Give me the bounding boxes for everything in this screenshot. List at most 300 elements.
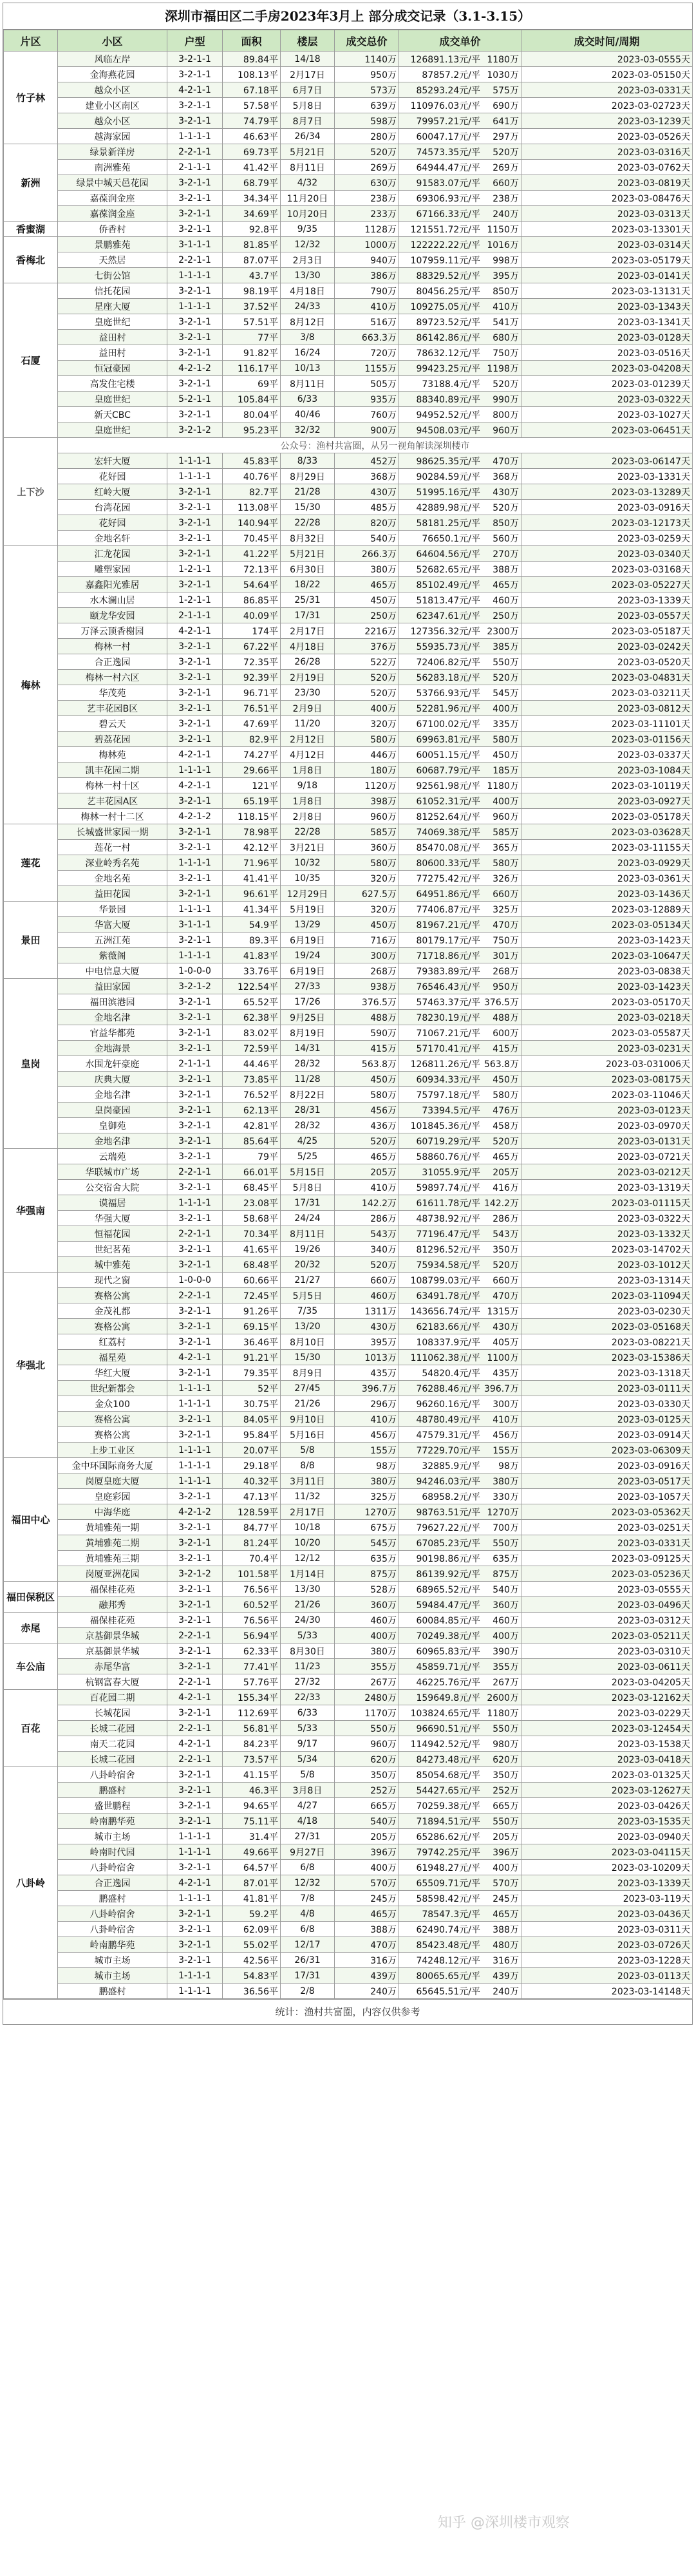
area-cell: 101.58平	[223, 1566, 281, 1582]
community-cell: 黄埔雅苑一期	[58, 1520, 167, 1535]
layout-cell: 2-1-1-1	[167, 160, 223, 175]
floor-cell: 6/8	[281, 1860, 335, 1875]
floor-cell: 4/25	[281, 1133, 335, 1149]
table-row	[4, 1334, 693, 1350]
listing-price-value: 665万	[492, 1801, 519, 1812]
floor-cell: 18/22	[281, 577, 335, 592]
layout-cell: 3-2-1-1	[167, 1010, 223, 1025]
community-cell: 华强大厦	[58, 1211, 167, 1226]
community-cell: 艺丰花园B区	[58, 701, 167, 716]
table-row	[4, 1180, 693, 1195]
listing-price-value: 1180万	[487, 781, 519, 791]
layout-cell: 1-1-1-1	[167, 268, 223, 283]
listing-price-value: 680万	[492, 332, 519, 343]
area-cell: 36.56平	[223, 1984, 281, 1999]
listing-price-value: 456万	[492, 1430, 519, 1441]
layout-cell: 1-1-1-1	[167, 1844, 223, 1860]
unit-price-cell	[399, 1288, 521, 1303]
total-price-cell: 98万	[335, 1458, 399, 1473]
area-cell: 92.8平	[223, 222, 281, 237]
community-cell: 京基御景华城	[58, 1628, 167, 1643]
area-cell: 69.15平	[223, 1319, 281, 1334]
listing-price-value: 400万	[492, 796, 519, 807]
unit-price-cell	[399, 701, 521, 716]
unit-price-cell	[399, 1875, 521, 1891]
area-cell: 112.69平	[223, 1705, 281, 1721]
unit-price-value: 79957.21元/平	[416, 116, 480, 127]
area-cell: 68.48平	[223, 1257, 281, 1273]
unit-price-value: 89723.52元/平	[416, 317, 480, 328]
listing-time-cell: 2023-03-01325天	[521, 1767, 693, 1783]
listing-price-value: 415万	[492, 1043, 519, 1054]
layout-cell: 1-2-1-1	[167, 562, 223, 577]
floor-cell: 4/27	[281, 1798, 335, 1814]
area-cell: 40.32平	[223, 1473, 281, 1489]
listing-price-value: 297万	[492, 131, 519, 142]
layout-cell: 5-2-1-1	[167, 392, 223, 407]
layout-cell: 2-2-1-1	[167, 1752, 223, 1767]
total-price-cell: 938万	[335, 979, 399, 994]
total-price-cell: 252万	[335, 1783, 399, 1798]
community-cell: 高发住宅楼	[58, 376, 167, 392]
layout-cell: 3-2-1-1	[167, 191, 223, 206]
listing-time-cell: 2023-03-1341天	[521, 314, 693, 330]
floor-cell: 9月10日	[281, 1412, 335, 1427]
unit-price-cell	[399, 824, 521, 840]
table-row	[4, 871, 693, 886]
total-price-cell: 573万	[335, 82, 399, 98]
total-price-cell: 488万	[335, 1010, 399, 1025]
listing-time-cell: 2023-03-10647天	[521, 948, 693, 963]
floor-cell: 11/32	[281, 1489, 335, 1504]
transaction-sheet	[3, 3, 693, 2025]
table-row	[4, 1659, 693, 1674]
unit-price-cell	[399, 747, 521, 762]
table-row	[4, 840, 693, 855]
unit-price-cell	[399, 639, 521, 654]
community-cell: 梅林一村十二区	[58, 809, 167, 824]
unit-price-cell	[399, 469, 521, 484]
table-row	[4, 1937, 693, 1953]
layout-cell: 3-2-1-1	[167, 330, 223, 345]
table-row	[4, 376, 693, 392]
layout-cell: 3-2-1-1	[167, 1365, 223, 1381]
community-cell: 梅林一村十区	[58, 778, 167, 793]
floor-cell: 13/20	[281, 1319, 335, 1334]
unit-price-cell	[399, 654, 521, 670]
community-cell: 金地名轩	[58, 531, 167, 546]
listing-time-cell: 2023-03-01156天	[521, 732, 693, 747]
listing-price-value: 580万	[492, 858, 519, 869]
listing-time-cell: 2023-03-0316天	[521, 144, 693, 160]
listing-time-cell: 2023-03-12627天	[521, 1783, 693, 1798]
unit-price-value: 91583.07元/平	[416, 178, 480, 189]
community-cell: 华富大厦	[58, 917, 167, 933]
area-cell: 57.76平	[223, 1674, 281, 1690]
unit-price-value: 88340.89元/平	[416, 394, 480, 405]
layout-cell: 2-2-1-1	[167, 1721, 223, 1736]
listing-price-value: 330万	[492, 1492, 519, 1502]
floor-cell: 3月21日	[281, 840, 335, 855]
unit-price-value: 58598.42元/平	[416, 1893, 480, 1904]
floor-cell: 5/33	[281, 1628, 335, 1643]
table-row	[4, 1705, 693, 1721]
area-cell: 83.02平	[223, 1025, 281, 1041]
table-row	[4, 979, 693, 994]
unit-price-value: 58181.25元/平	[416, 518, 480, 529]
table-row	[4, 1025, 693, 1041]
community-cell: 皇庭世纪	[58, 422, 167, 438]
table-row	[4, 886, 693, 902]
total-price-cell: 570万	[335, 1875, 399, 1891]
floor-cell: 8月11日	[281, 160, 335, 175]
listing-time-cell: 2023-03-0526天	[521, 129, 693, 144]
area-cell: 57.58平	[223, 98, 281, 113]
district-cell: 华强南	[4, 1149, 58, 1273]
listing-time-cell: 2023-03-0517天	[521, 1473, 693, 1489]
floor-cell: 6月30日	[281, 562, 335, 577]
table-row	[4, 701, 693, 716]
unit-price-cell	[399, 855, 521, 871]
total-price-cell: 205万	[335, 1164, 399, 1180]
layout-cell: 3-2-1-1	[167, 1211, 223, 1226]
transaction-table	[3, 30, 693, 1999]
community-cell: 皇庭世纪	[58, 392, 167, 407]
watermark: 知乎 @深圳楼市观察	[438, 2515, 570, 2531]
layout-cell: 3-2-1-1	[167, 283, 223, 299]
community-cell: 红岭大厦	[58, 484, 167, 500]
area-cell: 89.84平	[223, 52, 281, 67]
unit-price-cell	[399, 515, 521, 531]
total-price-cell: 400万	[335, 1628, 399, 1643]
area-cell: 95.84平	[223, 1427, 281, 1443]
area-cell: 41.83平	[223, 948, 281, 963]
unit-price-value: 45859.71元/平	[416, 1662, 480, 1672]
unit-price-cell	[399, 1721, 521, 1736]
table-row	[4, 1535, 693, 1551]
layout-cell: 1-1-1-1	[167, 469, 223, 484]
unit-price-cell	[399, 809, 521, 824]
area-cell: 52平	[223, 1381, 281, 1396]
total-price-cell: 376.5万	[335, 994, 399, 1010]
layout-cell: 3-2-1-1	[167, 1319, 223, 1334]
area-cell: 54.9平	[223, 917, 281, 933]
unit-price-cell	[399, 1613, 521, 1628]
listing-price-value: 325万	[492, 904, 519, 915]
table-row	[4, 191, 693, 206]
community-cell: 建业小区南区	[58, 98, 167, 113]
unit-price-cell	[399, 222, 521, 237]
table-body	[4, 52, 693, 1999]
community-cell: 金地海景	[58, 1041, 167, 1056]
community-cell: 鹏盛村	[58, 1984, 167, 1999]
floor-cell: 6月7日	[281, 82, 335, 98]
unit-price-value: 71894.51元/平	[416, 1816, 480, 1827]
area-cell: 82.9平	[223, 732, 281, 747]
listing-price-value: 458万	[492, 1121, 519, 1132]
community-cell: 福田滨港园	[58, 994, 167, 1010]
listing-price-value: 520万	[492, 502, 519, 513]
area-cell: 86.85平	[223, 592, 281, 608]
listing-price-value: 388万	[492, 1924, 519, 1935]
community-cell: 合正逸园	[58, 654, 167, 670]
table-row	[4, 1643, 693, 1659]
total-price-cell: 585万	[335, 824, 399, 840]
area-cell: 72.13平	[223, 562, 281, 577]
listing-price-value: 350万	[492, 1244, 519, 1255]
layout-cell: 3-2-1-1	[167, 886, 223, 902]
total-price-cell: 439万	[335, 1968, 399, 1984]
layout-cell: 4-2-1-1	[167, 778, 223, 793]
listing-price-value: 960万	[492, 811, 519, 822]
unit-price-value: 126811.26元/平	[410, 1059, 480, 1070]
unit-price-value: 98763.51元/平	[416, 1507, 480, 1518]
listing-time-cell: 2023-03-0313天	[521, 206, 693, 222]
total-price-cell: 520万	[335, 670, 399, 685]
listing-price-value: 520万	[492, 147, 519, 158]
area-cell: 113.08平	[223, 500, 281, 515]
unit-price-cell	[399, 1643, 521, 1659]
total-price-cell: 325万	[335, 1489, 399, 1504]
unit-price-value: 70259.38元/平	[416, 1801, 480, 1812]
layout-cell: 3-2-1-1	[167, 546, 223, 562]
community-cell: 庆典大厦	[58, 1072, 167, 1087]
listing-price-value: 400万	[492, 703, 519, 714]
listing-price-value: 1030万	[487, 70, 519, 80]
total-price-cell: 396.7万	[335, 1381, 399, 1396]
table-row	[4, 1103, 693, 1118]
col-layout-header: 户型	[167, 30, 223, 52]
listing-price-value: 660万	[492, 889, 519, 900]
floor-cell: 28/32	[281, 1118, 335, 1133]
unit-price-value: 51995.16元/平	[416, 487, 480, 498]
unit-price-cell	[399, 732, 521, 747]
table-row	[4, 1257, 693, 1273]
table-row	[4, 1736, 693, 1752]
community-cell: 金地名津	[58, 1133, 167, 1149]
floor-cell: 21/26	[281, 1597, 335, 1613]
community-cell: 杭钢富春大厦	[58, 1674, 167, 1690]
unit-price-cell	[399, 1149, 521, 1164]
layout-cell: 3-2-1-1	[167, 1489, 223, 1504]
unit-price-cell	[399, 592, 521, 608]
floor-cell: 17/31	[281, 608, 335, 623]
unit-price-cell	[399, 1814, 521, 1829]
layout-cell: 1-1-1-1	[167, 1473, 223, 1489]
listing-price-value: 570万	[492, 1878, 519, 1889]
area-cell: 56.81平	[223, 1721, 281, 1736]
community-cell: 梅林一村六区	[58, 670, 167, 685]
listing-time-cell: 2023-03-05150天	[521, 67, 693, 82]
listing-price-value: 388万	[492, 564, 519, 575]
floor-cell: 13/30	[281, 1582, 335, 1597]
total-price-cell: 1170万	[335, 1705, 399, 1721]
area-cell: 82.7平	[223, 484, 281, 500]
table-row	[4, 422, 693, 438]
area-cell: 76.56平	[223, 1613, 281, 1628]
listing-time-cell: 2023-03-119天	[521, 1891, 693, 1906]
unit-price-cell	[399, 175, 521, 191]
total-price-cell: 446万	[335, 747, 399, 762]
community-cell: 越众小区	[58, 82, 167, 98]
unit-price-value: 65645.51元/平	[416, 1986, 480, 1997]
floor-cell: 26/34	[281, 129, 335, 144]
floor-cell: 4月12日	[281, 747, 335, 762]
floor-cell: 2月17日	[281, 623, 335, 639]
listing-price-value: 380万	[492, 1476, 519, 1487]
listing-price-value: 980万	[492, 1739, 519, 1750]
area-cell: 40.09平	[223, 608, 281, 623]
unit-price-cell	[399, 1984, 521, 1999]
table-row	[4, 67, 693, 82]
unit-price-value: 96260.16元/平	[416, 1399, 480, 1410]
total-price-cell: 540万	[335, 531, 399, 546]
table-row	[4, 1674, 693, 1690]
listing-time-cell: 2023-03-1239天	[521, 113, 693, 129]
table-row	[4, 1504, 693, 1520]
unit-price-value: 110976.03元/平	[410, 100, 480, 111]
community-cell: 益田村	[58, 345, 167, 361]
layout-cell: 1-1-1-1	[167, 1381, 223, 1396]
listing-price-value: 450万	[492, 750, 519, 761]
total-price-cell: 590万	[335, 1025, 399, 1041]
area-cell: 140.94平	[223, 515, 281, 531]
layout-cell: 2-1-1-1	[167, 1056, 223, 1072]
unit-price-value: 77275.42元/平	[416, 873, 480, 884]
table-row	[4, 1906, 693, 1922]
community-cell: 皇御苑	[58, 1118, 167, 1133]
total-price-cell: 233万	[335, 206, 399, 222]
table-row	[4, 1226, 693, 1242]
total-price-cell: 398万	[335, 793, 399, 809]
listing-time-cell: 2023-03-0557天	[521, 608, 693, 623]
table-row	[4, 1118, 693, 1133]
layout-cell: 3-2-1-1	[167, 1133, 223, 1149]
unit-price-cell	[399, 902, 521, 917]
community-cell: 中海华庭	[58, 1504, 167, 1520]
total-price-cell: 460万	[335, 1288, 399, 1303]
table-row	[4, 1829, 693, 1844]
floor-cell: 5月19日	[281, 902, 335, 917]
total-price-cell: 267万	[335, 1674, 399, 1690]
layout-cell: 2-2-1-1	[167, 1674, 223, 1690]
area-cell: 29.18平	[223, 1458, 281, 1473]
listing-time-cell: 2023-03-1012天	[521, 1257, 693, 1273]
unit-price-cell	[399, 283, 521, 299]
area-cell: 41.42平	[223, 160, 281, 175]
listing-time-cell: 2023-03-11094天	[521, 1288, 693, 1303]
community-cell: 汇龙花园	[58, 546, 167, 562]
area-cell: 174平	[223, 623, 281, 639]
community-cell: 宏轩大厦	[58, 453, 167, 469]
table-row	[4, 1690, 693, 1705]
community-cell: 赛格公寓	[58, 1412, 167, 1427]
floor-cell: 9月25日	[281, 1010, 335, 1025]
table-row	[4, 1365, 693, 1381]
total-price-cell: 465万	[335, 1149, 399, 1164]
area-cell: 46.63平	[223, 129, 281, 144]
total-price-cell: 435万	[335, 1365, 399, 1381]
total-price-cell: 522万	[335, 654, 399, 670]
layout-cell: 3-2-1-1	[167, 1705, 223, 1721]
layout-cell: 3-2-1-1	[167, 732, 223, 747]
listing-price-value: 580万	[492, 734, 519, 745]
unit-price-value: 87857.2元/平	[422, 70, 480, 80]
listing-price-value: 850万	[492, 286, 519, 297]
col-district-header: 片区	[4, 30, 58, 52]
unit-price-value: 75797.18元/平	[416, 1090, 480, 1101]
layout-cell: 3-2-1-1	[167, 484, 223, 500]
table-row	[4, 129, 693, 144]
area-cell: 84.23平	[223, 1736, 281, 1752]
table-row	[4, 1922, 693, 1937]
floor-cell: 5/8	[281, 1443, 335, 1458]
area-cell: 49.66平	[223, 1844, 281, 1860]
table-row	[4, 1056, 693, 1072]
total-price-cell: 520万	[335, 144, 399, 160]
community-cell: 水围龙轩豪庭	[58, 1056, 167, 1072]
unit-price-value: 81296.52元/平	[416, 1244, 480, 1255]
listing-price-value: 575万	[492, 85, 519, 96]
unit-price-cell	[399, 979, 521, 994]
listing-price-value: 355万	[492, 1662, 519, 1672]
total-price-cell: 380万	[335, 1643, 399, 1659]
area-cell: 87.07平	[223, 252, 281, 268]
area-cell: 42.12平	[223, 840, 281, 855]
table-row	[4, 1566, 693, 1582]
area-cell: 69.73平	[223, 144, 281, 160]
table-row	[4, 175, 693, 191]
listing-price-value: 350万	[492, 1770, 519, 1781]
listing-time-cell: 2023-03-03211天	[521, 685, 693, 701]
area-cell: 92.39平	[223, 670, 281, 685]
community-cell: 岗厦皇庭大厦	[58, 1473, 167, 1489]
unit-price-cell	[399, 685, 521, 701]
area-cell: 33.76平	[223, 963, 281, 979]
unit-price-value: 62183.66元/平	[416, 1321, 480, 1332]
floor-cell: 20/32	[281, 1257, 335, 1273]
table-row	[4, 1721, 693, 1736]
table-row	[4, 592, 693, 608]
total-price-cell: 238万	[335, 191, 399, 206]
listing-price-value: 1180万	[487, 54, 519, 65]
listing-time-cell: 2023-03-05170天	[521, 994, 693, 1010]
unit-price-value: 54820.4元/平	[422, 1368, 480, 1379]
col-unit-price-header: 成交单价	[399, 30, 521, 52]
listing-price-value: 470万	[492, 1291, 519, 1302]
floor-cell: 13/30	[281, 268, 335, 283]
floor-cell: 28/31	[281, 1103, 335, 1118]
unit-price-value: 84273.48元/平	[416, 1754, 480, 1765]
layout-cell: 1-0-0-0	[167, 963, 223, 979]
unit-price-cell	[399, 1458, 521, 1473]
unit-price-cell	[399, 1412, 521, 1427]
listing-price-value: 550万	[492, 1723, 519, 1734]
floor-cell: 12/32	[281, 237, 335, 252]
unit-price-value: 114942.52元/平	[410, 1739, 480, 1750]
listing-time-cell: 2023-03-0128天	[521, 330, 693, 345]
table-row	[4, 994, 693, 1010]
unit-price-cell	[399, 1520, 521, 1535]
community-cell: 皇岗豪园	[58, 1103, 167, 1118]
layout-cell: 3-2-1-1	[167, 1520, 223, 1535]
unit-price-value: 94508.03元/平	[416, 425, 480, 436]
area-cell: 20.07平	[223, 1443, 281, 1458]
listing-time-cell: 2023-03-0916天	[521, 500, 693, 515]
floor-cell: 6/33	[281, 1705, 335, 1721]
unit-price-cell	[399, 345, 521, 361]
total-price-cell: 505万	[335, 376, 399, 392]
